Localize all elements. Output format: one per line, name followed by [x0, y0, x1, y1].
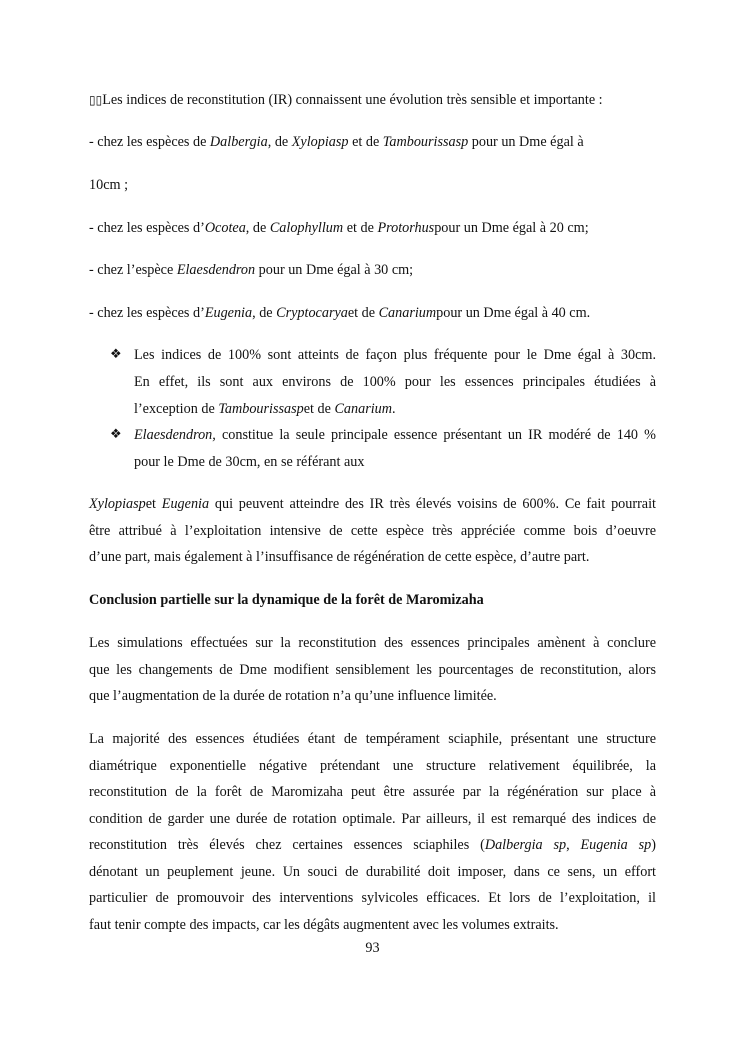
para2-line-2: que les changements de Dme modifient sensiblement les pourcentages de reconstitution, alors	[89, 662, 656, 678]
para1-line-2: être attribué à l’exploitation intensive de cette espèce très appréciée comme bois d’oeuvre	[89, 523, 656, 539]
missing-glyph-icon: ▯▯	[89, 93, 103, 107]
list-item-ocotea: - chez les espèces d’Ocotea, de Calophyllum et de Protorhuspour un Dme égal à 20 cm;	[89, 220, 589, 236]
diamond-bullet-icon: ❖	[110, 427, 122, 442]
list-item-dalbergia-cont: 10cm ;	[89, 177, 129, 193]
para3-line-2: diamétrique exponentielle négative prétendant une structure relativement équilibrée, la	[89, 758, 656, 774]
bullet-1-line-2: En effet, ils sont aux environs de 100% pour les essences principales étudiées à	[134, 374, 656, 390]
para3-line-8: faut tenir compte des impacts, car les dégâts augmentent avec les volumes extraits.	[89, 917, 559, 933]
para1-line-1: Xylopiaspet Eugenia qui peuvent atteindre des IR très élevés voisins de 600%. Ce fait pourrait	[89, 496, 656, 512]
bullet-1-line-3: l’exception de Tambourissaspet de Canarium.	[134, 401, 396, 417]
page-number: 93	[365, 940, 380, 956]
bullet-2-line-2: pour le Dme de 30cm, en se référant aux	[134, 454, 365, 470]
diamond-bullet-icon: ❖	[110, 347, 122, 362]
para3-line-7: particulier de promouvoir des interventions sylvicoles efficaces. Et lors de l’exploitation, il	[89, 890, 656, 906]
para1-line-3: d’une part, mais également à l’insuffisance de régénération de cette espèce, d’autre part.	[89, 549, 590, 565]
bullet-1-line-1: Les indices de 100% sont atteints de façon plus fréquente pour le Dme égal à 30cm.	[134, 347, 656, 363]
para3-line-6: dénotant un peuplement jeune. Un souci de durabilité doit imposer, dans ce sens, un effort	[89, 864, 656, 880]
para2-line-3: que l’augmentation de la durée de rotation n’a qu’une influence limitée.	[89, 688, 497, 704]
para3-line-4: condition de garder une durée de rotation optimale. Par ailleurs, il est remarqué des indices de	[89, 811, 656, 827]
bullet-2-line-1: Elaesdendron, constitue la seule principale essence présentant un IR modéré de 140 %	[134, 427, 656, 443]
para3-line-3: reconstitution de la forêt de Maromizaha peut être assurée par la régénération sur place à	[89, 784, 656, 800]
para2-line-1: Les simulations effectuées sur la reconstitution des essences principales amènent à conclure	[89, 635, 656, 651]
list-item-eugenia: - chez les espèces d’Eugenia, de Cryptocaryaet de Canariumpour un Dme égal à 40 cm.	[89, 305, 591, 321]
intro-line: ▯▯Les indices de reconstitution (IR) connaissent une évolution très sensible et importante :	[89, 92, 603, 108]
para3-line-5: reconstitution très élevés chez certaines essences sciaphiles (Dalbergia sp, Eugenia sp)	[89, 837, 656, 853]
list-item-dalbergia: - chez les espèces de Dalbergia, de Xylopiasp et de Tambourissasp pour un Dme égal à	[89, 134, 584, 150]
list-item-elaesdendron: - chez l’espèce Elaesdendron pour un Dme égal à 30 cm;	[89, 262, 414, 278]
para3-line-1: La majorité des essences étudiées étant de tempérament sciaphile, présentant une structure	[89, 731, 656, 747]
section-heading: Conclusion partielle sur la dynamique de la forêt de Maromizaha	[89, 592, 484, 608]
